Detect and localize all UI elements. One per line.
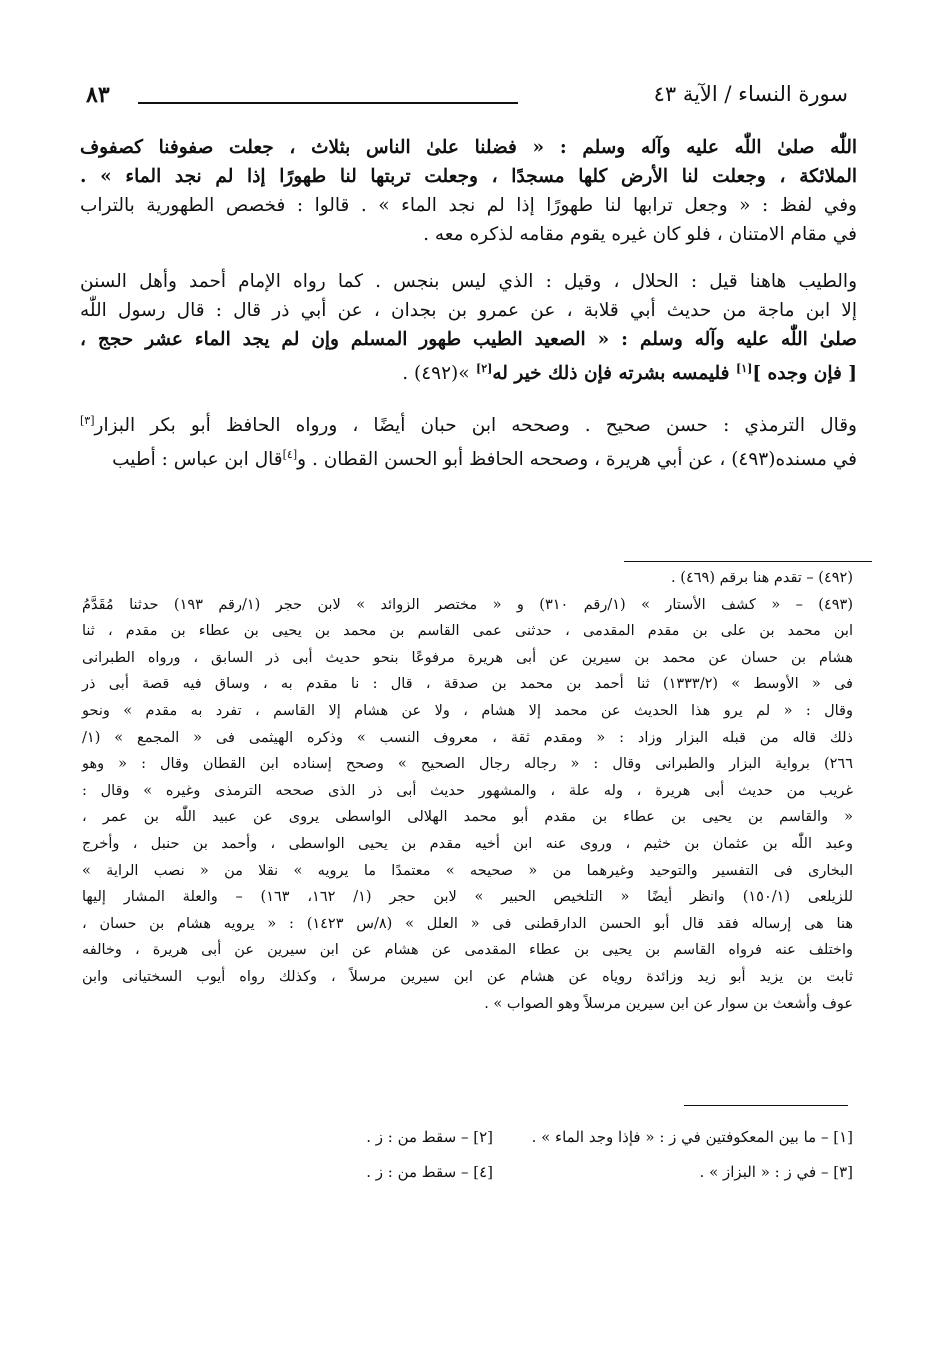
page-number: ٨٣: [86, 82, 110, 108]
footnote-line: وقال : « لم يرو هذا الحديث عن محمد إلا هشام ، ولا عن هشام إلا القاسم ، تفرد به مقدم » ونحو: [82, 702, 853, 719]
line-text: وقال الترمذي : حسن صحيح . وصححه ابن حبان أيضًا ، ورواه الحافظ أبو بكر البزار: [94, 415, 857, 437]
footnote-line: للزيلعى (١٥٠/١) وانظر أيضًا « التلخيص الحبير » لابن حجر (١/ ١٦٢، ١٦٣) – والعلة المشار إليها: [82, 889, 853, 906]
text-line: صلىٰ اللّٰه عليه وآله وسلم : « الصعيد الطيب طهور المسلم وإن لم يجد الماء عشر حجج ،: [80, 329, 857, 350]
text-line: الملائكة ، وجعلت لنا الأرض كلها مسجدًا ، وجعلت تربتها لنا طهورًا إذا لم نجد الماء » .: [80, 166, 857, 187]
textual-note-row: [250, 1155, 853, 1190]
footnote-line: وعبد اللّٰه بن عثمان بن خثيم ، وروى عنه ابن أخيه مقدم بن يحيى الواسطى ، وأحمد بن حنبل ، وأخرج: [82, 835, 853, 852]
note-mark: [٢]: [476, 362, 493, 375]
footnote-line: ذلك قاله من قبله البزار وزاد : « ومقدم ثقة ، معروف النسب » وذكره الهيثمى فى « المجمع » (١/: [82, 729, 853, 746]
footnote-line: غريب من حديث أبى هريرة ، وله علة ، والمشهور حديث أبى ذر الذى صححه الترمذى وغيره » وقال :: [82, 782, 853, 799]
footnote-line: البخارى فى التفسير والتوحيد وغيرهما من « صحيحه » معتمدًا ما يرويه » نقلا من « نصب الراية »: [82, 862, 853, 879]
footnote-line: ٢٦٦) برواية البزار والطبرانى وقال : « رجاله رجال الصحيح » وصحح إسناده ابن القطان وقال : « وهو: [82, 756, 853, 773]
textual-note: [٣] – في ز : « البزاز » .: [699, 1163, 853, 1181]
text-line: وفي لفظ : « وجعل ترابها لنا طهورًا إذا لم نجد الماء » . قالوا : فخصص الطهورية بالتراب: [80, 195, 857, 216]
footnote-line: ابن محمد بن على بن مقدم المقدمى ، حدثنى عمى القاسم بن محمد بن يحيى بن عطاء بن مقدم ، ثنا: [82, 623, 853, 640]
footnote-line: (٤٩٣) – « كشف الأستار » (١/رقم ٣١٠) و « مختصر الزوائد » لابن حجر (١/رقم ١٩٣) حدثنا مُقَدَّمُ: [82, 596, 853, 613]
hadith-close: »(٤٩٢) .: [402, 363, 470, 385]
page-header: [86, 82, 848, 122]
footnote-rule: [624, 561, 872, 562]
footnote-line: ثابت بن يزيد أبو زيد وزائدة روياه عن هشام عن ابن سيرين مرسلاً ، وكذلك رواه أيوب السختيانى وابن: [82, 968, 853, 985]
paragraph-2: [80, 267, 857, 388]
header-rule: [138, 102, 518, 104]
text-line: [80, 440, 857, 474]
note-mark: [٣]: [80, 414, 95, 428]
textual-note: [٢] – سقط من : ز .: [366, 1128, 493, 1146]
line-text: في مسنده(٤٩٣) ، عن أبي هريرة ، وصححه الحافظ أبو الحسن القطان . و: [297, 449, 857, 471]
bracketed-insert: [ فإن وجده ]: [752, 363, 857, 385]
textual-note: [٤] – سقط من : ز .: [366, 1163, 493, 1181]
textual-note: [١] – ما بين المعكوفتين في ز : « فإذا وجد الماء » .: [531, 1128, 853, 1146]
note-mark: [١]: [735, 362, 753, 375]
footnote-line: فى « الأوسط » (١٣٣٣/٢) ثنا أحمد بن محمد بن صدقة ، قال : نا مقدم به ، وساق فيه قصة أبى ذر: [82, 676, 853, 693]
footnote-line: هشام بن حسان عن محمد بن سيرين عن أبى هريرة مرفوعًا بنحو حديث أبى ذر السابق ، ورواه الطبرانى: [82, 649, 853, 666]
line-text: قال ابن عباس : أطيب: [112, 449, 283, 471]
note-mark: [٤]: [282, 448, 298, 462]
paragraph-3: [80, 406, 857, 474]
text-line: والطيب هاهنا قيل : الحلال ، وقيل : الذي ليس بنجس . كما رواه الإمام أحمد وأهل السنن: [80, 271, 857, 292]
text-line: في مقام الامتنان ، فلو كان غيره يقوم مقامه لذكره معه .: [423, 224, 857, 245]
footnote-line: « والقاسم بن يحيى بن عطاء بن مقدم أبو محمد الهلالى الواسطى يروى عن عبيد اللّٰه بن عمر ،: [82, 809, 853, 826]
footnote-line: هنا هى إرساله فقد قال أبو الحسن الدارقطنى فى « العلل » (٨/س ١٤٢٣) : « يرويه هشام بن حسان ،: [82, 915, 853, 932]
main-text: [80, 133, 857, 492]
text-line: [80, 354, 857, 388]
textual-note-row: [250, 1120, 853, 1155]
textual-notes-rule: [684, 1105, 848, 1106]
paragraph-1: [80, 133, 857, 249]
textual-notes: [250, 1120, 853, 1190]
text-line: إلا ابن ماجة من حديث أبي قلابة ، عن عمرو بن بجدان ، عن أبي ذر قال : قال رسول اللّٰه: [80, 300, 857, 321]
footnote-line: واختلف عنه فرواه القاسم بن يحيى بن عطاء المقدمى عن هشام عن ابن سيرين عن أبى هريرة ، وخالفه: [82, 942, 853, 959]
text-line: [80, 406, 857, 440]
hadith-text: فليمسه بشرته فإن ذلك خير له: [492, 363, 730, 385]
footnote-line: (٤٩٢) – تقدم هنا برقم (٤٦٩) .: [671, 570, 853, 586]
footnotes: [82, 565, 853, 1017]
footnote-line: عوف وأشعث بن سوار عن ابن سيرين مرسلاً وهو الصواب » .: [484, 995, 853, 1012]
text-line: اللّٰه صلىٰ اللّٰه عليه وآله وسلم : « فضلنا علىٰ الناس بثلاث ، جعلت صفوفنا كصفوف: [80, 137, 857, 158]
running-title: سورة النساء / الآية ٤٣: [653, 82, 848, 106]
